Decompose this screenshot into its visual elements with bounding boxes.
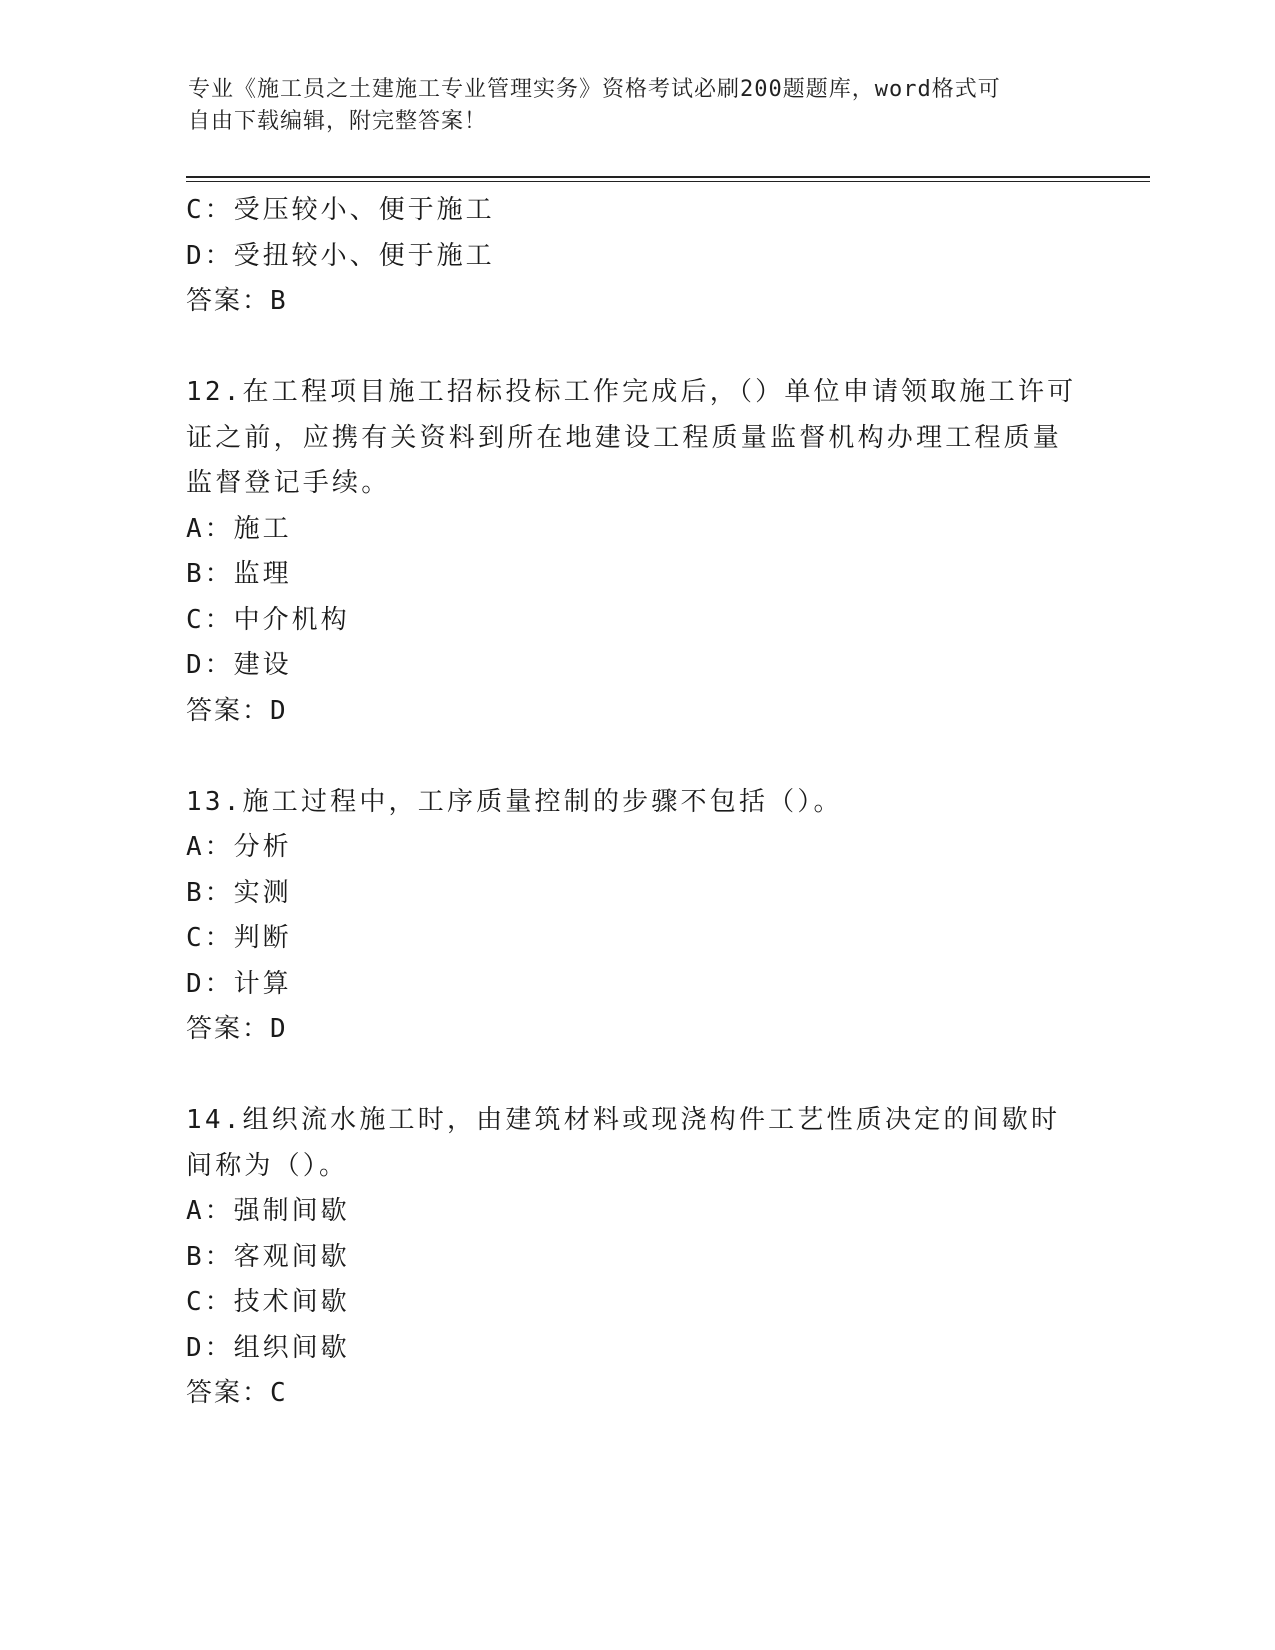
- option-d: D：计算: [186, 968, 292, 999]
- question-13: [186, 780, 1086, 1053]
- option-b: B：监理: [186, 559, 292, 589]
- answer-line: 答案：C: [186, 1378, 288, 1408]
- option-b: B：客观间歇: [186, 1241, 350, 1272]
- question-stem: 14.组织流水施工时，由建筑材料或现浇构件工艺性质决定的间歇时间称为（）。: [186, 1105, 1061, 1181]
- option-d: D：组织间歇: [186, 1332, 350, 1363]
- option-d: D：受扭较小、便于施工: [186, 240, 495, 271]
- previous-question-tail: [186, 188, 1086, 325]
- option-a: A：施工: [186, 513, 292, 544]
- answer-line: 答案：B: [186, 286, 288, 316]
- header-divider-thick: [186, 176, 1150, 178]
- question-stem: 13.施工过程中，工序质量控制的步骤不包括（）。: [186, 786, 843, 817]
- option-c: C：判断: [186, 923, 292, 953]
- document-header: [188, 74, 1068, 138]
- option-a: A：强制间歇: [186, 1196, 350, 1226]
- option-b: B：实测: [186, 877, 292, 908]
- question-14: [186, 1098, 1086, 1417]
- question-12: [186, 370, 1086, 734]
- option-c: C：中介机构: [186, 604, 350, 635]
- option-c: C：技术间歇: [186, 1287, 350, 1317]
- question-stem: 12.在工程项目施工招标投标工作完成后，（）单位申请领取施工许可证之前，应携有关资料到所在地建设工程质量监督机构办理工程质量监督登记手续。: [186, 377, 1077, 498]
- answer-line: 答案：D: [186, 1014, 288, 1044]
- question-list: [186, 188, 1086, 1417]
- option-d: D：建设: [186, 650, 292, 680]
- option-c: C：受压较小、便于施工: [186, 195, 495, 225]
- answer-line: 答案：D: [186, 695, 288, 726]
- header-title-line-2: 自由下载编辑，附完整答案！: [188, 109, 488, 134]
- header-divider-thin: [186, 181, 1150, 182]
- header-title-line-1: 专业《施工员之土建施工专业管理实务》资格考试必刷200题题库，word格式可: [188, 77, 1001, 102]
- option-a: A：分析: [186, 832, 292, 862]
